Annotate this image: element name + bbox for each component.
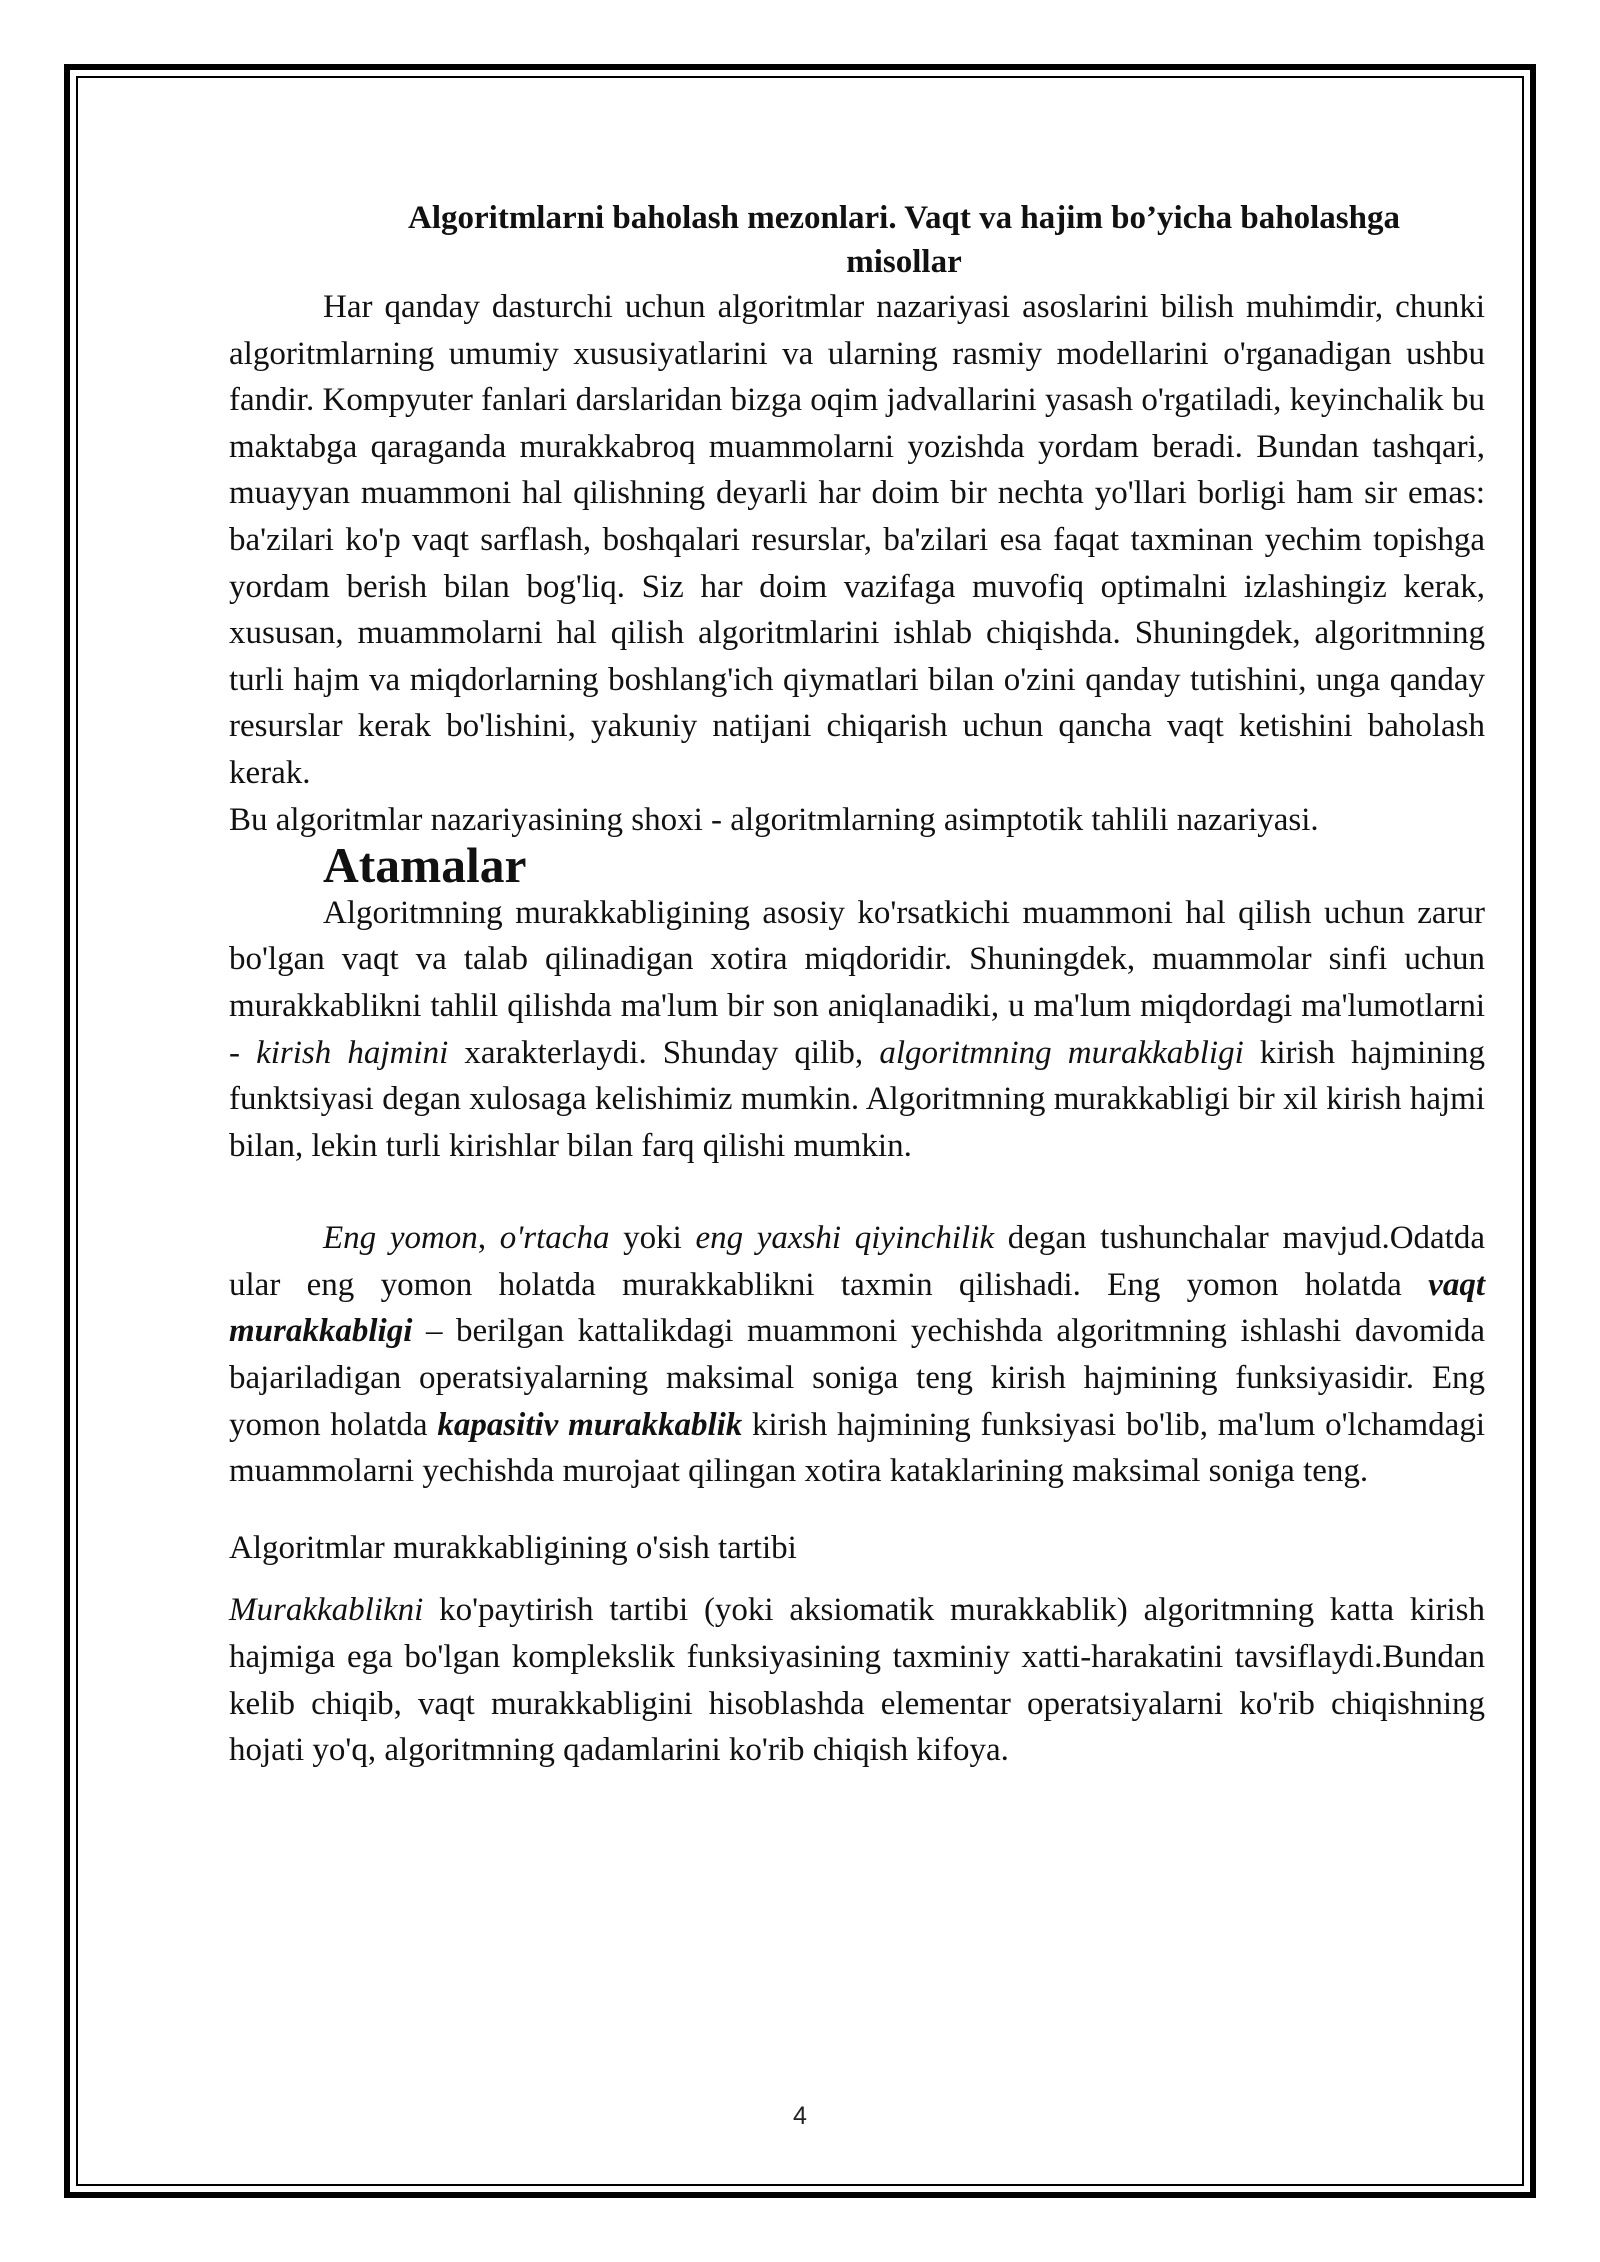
term-kirish-hajmini: kirish hajmini [256,1034,449,1071]
intro-paragraph [229,284,1485,797]
complexity-text-b: yoki [609,1220,696,1257]
title-line-1: Algoritmlarni baholash mezonlari. Vaqt va hajim bo’yicha baholashga [408,200,1400,236]
terms-text-a: Algoritmning murakkabligining asosiy ko'rsatkichi muammoni hal qilish uchun zarur bo'lgan vaqt va talab qilinadigan xotira miqdoridir. Shuningdek, muammolar sinfi uchun murakkablikni tahlil qilishda ma'lum bir son aniqlanadiki, u ma'lum miqdordagi ma'lumotlarni - [229,894,1485,1071]
term-algoritmning-murakkabligi: algoritmning murakkabligi [879,1034,1244,1071]
term-vaqt-murakkabligi: vaqt murakkabligi [229,1266,1485,1350]
spacer [229,1169,1485,1215]
document-title [229,196,1485,284]
intro-last-line-text: Bu algoritmlar nazariyasining shoxi - algoritmlarning asimptotik tahlili nazariyasi. [229,801,1319,838]
term-eng-yaxshi: eng yaxshi qiyinchilik [695,1220,995,1257]
term-eng-yomon: Eng yomon [323,1220,478,1257]
term-ortacha: o'rtacha [499,1220,610,1257]
terms-paragraph [229,890,1485,1170]
spacer [229,1495,1485,1525]
complexity-text-c: degan tushunchalar mavjud.Odatda ular eng yomon holatda murakkablikni taxmin qilishadi. Eng yomon holatda [229,1220,1485,1303]
complexity-paragraph [229,1215,1485,1495]
complexity-text-e: kirish hajmining funksiyasi bo'lib, ma'lum o'lchamdagi muammolarni yechishda murojaat qilingan xotira kataklarining maksimal soniga teng. [229,1406,1485,1490]
document-body [229,196,1485,1774]
heading-atamalar: Atamalar [323,838,527,894]
title-line-2: misollar [846,244,962,280]
page-number: 4 [793,2102,807,2130]
term-kapasitiv-murakkablik: kapasitiv murakkablik [437,1406,743,1443]
complexity-text-a: , [477,1220,500,1257]
term-murakkablikni: Murakkablikni [229,1592,424,1629]
intro-paragraph-last-line [229,797,1485,844]
growth-text: ko'paytirish tartibi (yoki aksiomatik murakkablik) algoritmning katta kirish hajmiga ega bo'lgan komplekslik funksiyasining taxminiy xatti-harakatini tavsiflaydi.Bundan kelib chiqib, vaqt murakkabligini hisoblashda elementar operatsiyalarni ko'rib chiqishning hojati yo'q, algoritmning qadamlarini ko'rib chiqish kifoya. [229,1592,1485,1769]
terms-text-c: kirish hajmining funktsiyasi degan xulosaga kelishimiz mumkin. Algoritmning murakkabligi bir xil kirish hajmi bilan, lekin turli kirishlar bilan farq qilishi mumkin. [229,1034,1485,1164]
heading-osish-tartibi: Algoritmlar murakkabligining o'sish tartibi [229,1529,797,1566]
terms-text-b: xarakterlaydi. Shunday qilib, [448,1034,880,1071]
spacer [229,1571,1485,1587]
growth-paragraph [229,1587,1485,1773]
intro-paragraph-text: Har qanday dasturchi uchun algoritmlar nazariyasi asoslarini bilish muhimdir, chunki algoritmlarning umumiy xususiyatlarini va ularning rasmiy modellarini o'rganadigan ushbu fandir. Kompyuter fanlari darslaridan bizga oqim jadvallarini yasash o'rgatiladi, keyinchalik bu maktabga qaraganda murakkabroq muammolarni yozishda yordam beradi. Bundan tashqari, muayyan muammoni hal qilishning deyarli har doim bir nechta yo'llari borligi ham sir emas: ba'zilari ko'p vaqt sarflash, boshqalari resurslar, ba'zilari esa faqat taxminan yechim topishga yordam berish bilan bog'liq. Siz har doim vazifaga muvofiq optimalni izlashingiz kerak, xususan, muammolarni hal qilish algoritmlarini ishlab chiqishda. Shuningdek, algoritmning turli hajm va miqdorlarning boshlang'ich qiymatlari bilan o'zini qanday tutishini, unga qanday resurslar kerak bo'lishini, yakuniy natijani chiqarish uchun qancha vaqt ketishini baholash kerak. [229,289,1485,791]
complexity-text-d: – berilgan kattalikdagi muammoni yechishda algoritmning ishlashi davomida bajariladigan operatsiyalarning maksimal soniga teng kirish hajmining funksiyasidir. Eng yomon holatda [229,1313,1485,1443]
